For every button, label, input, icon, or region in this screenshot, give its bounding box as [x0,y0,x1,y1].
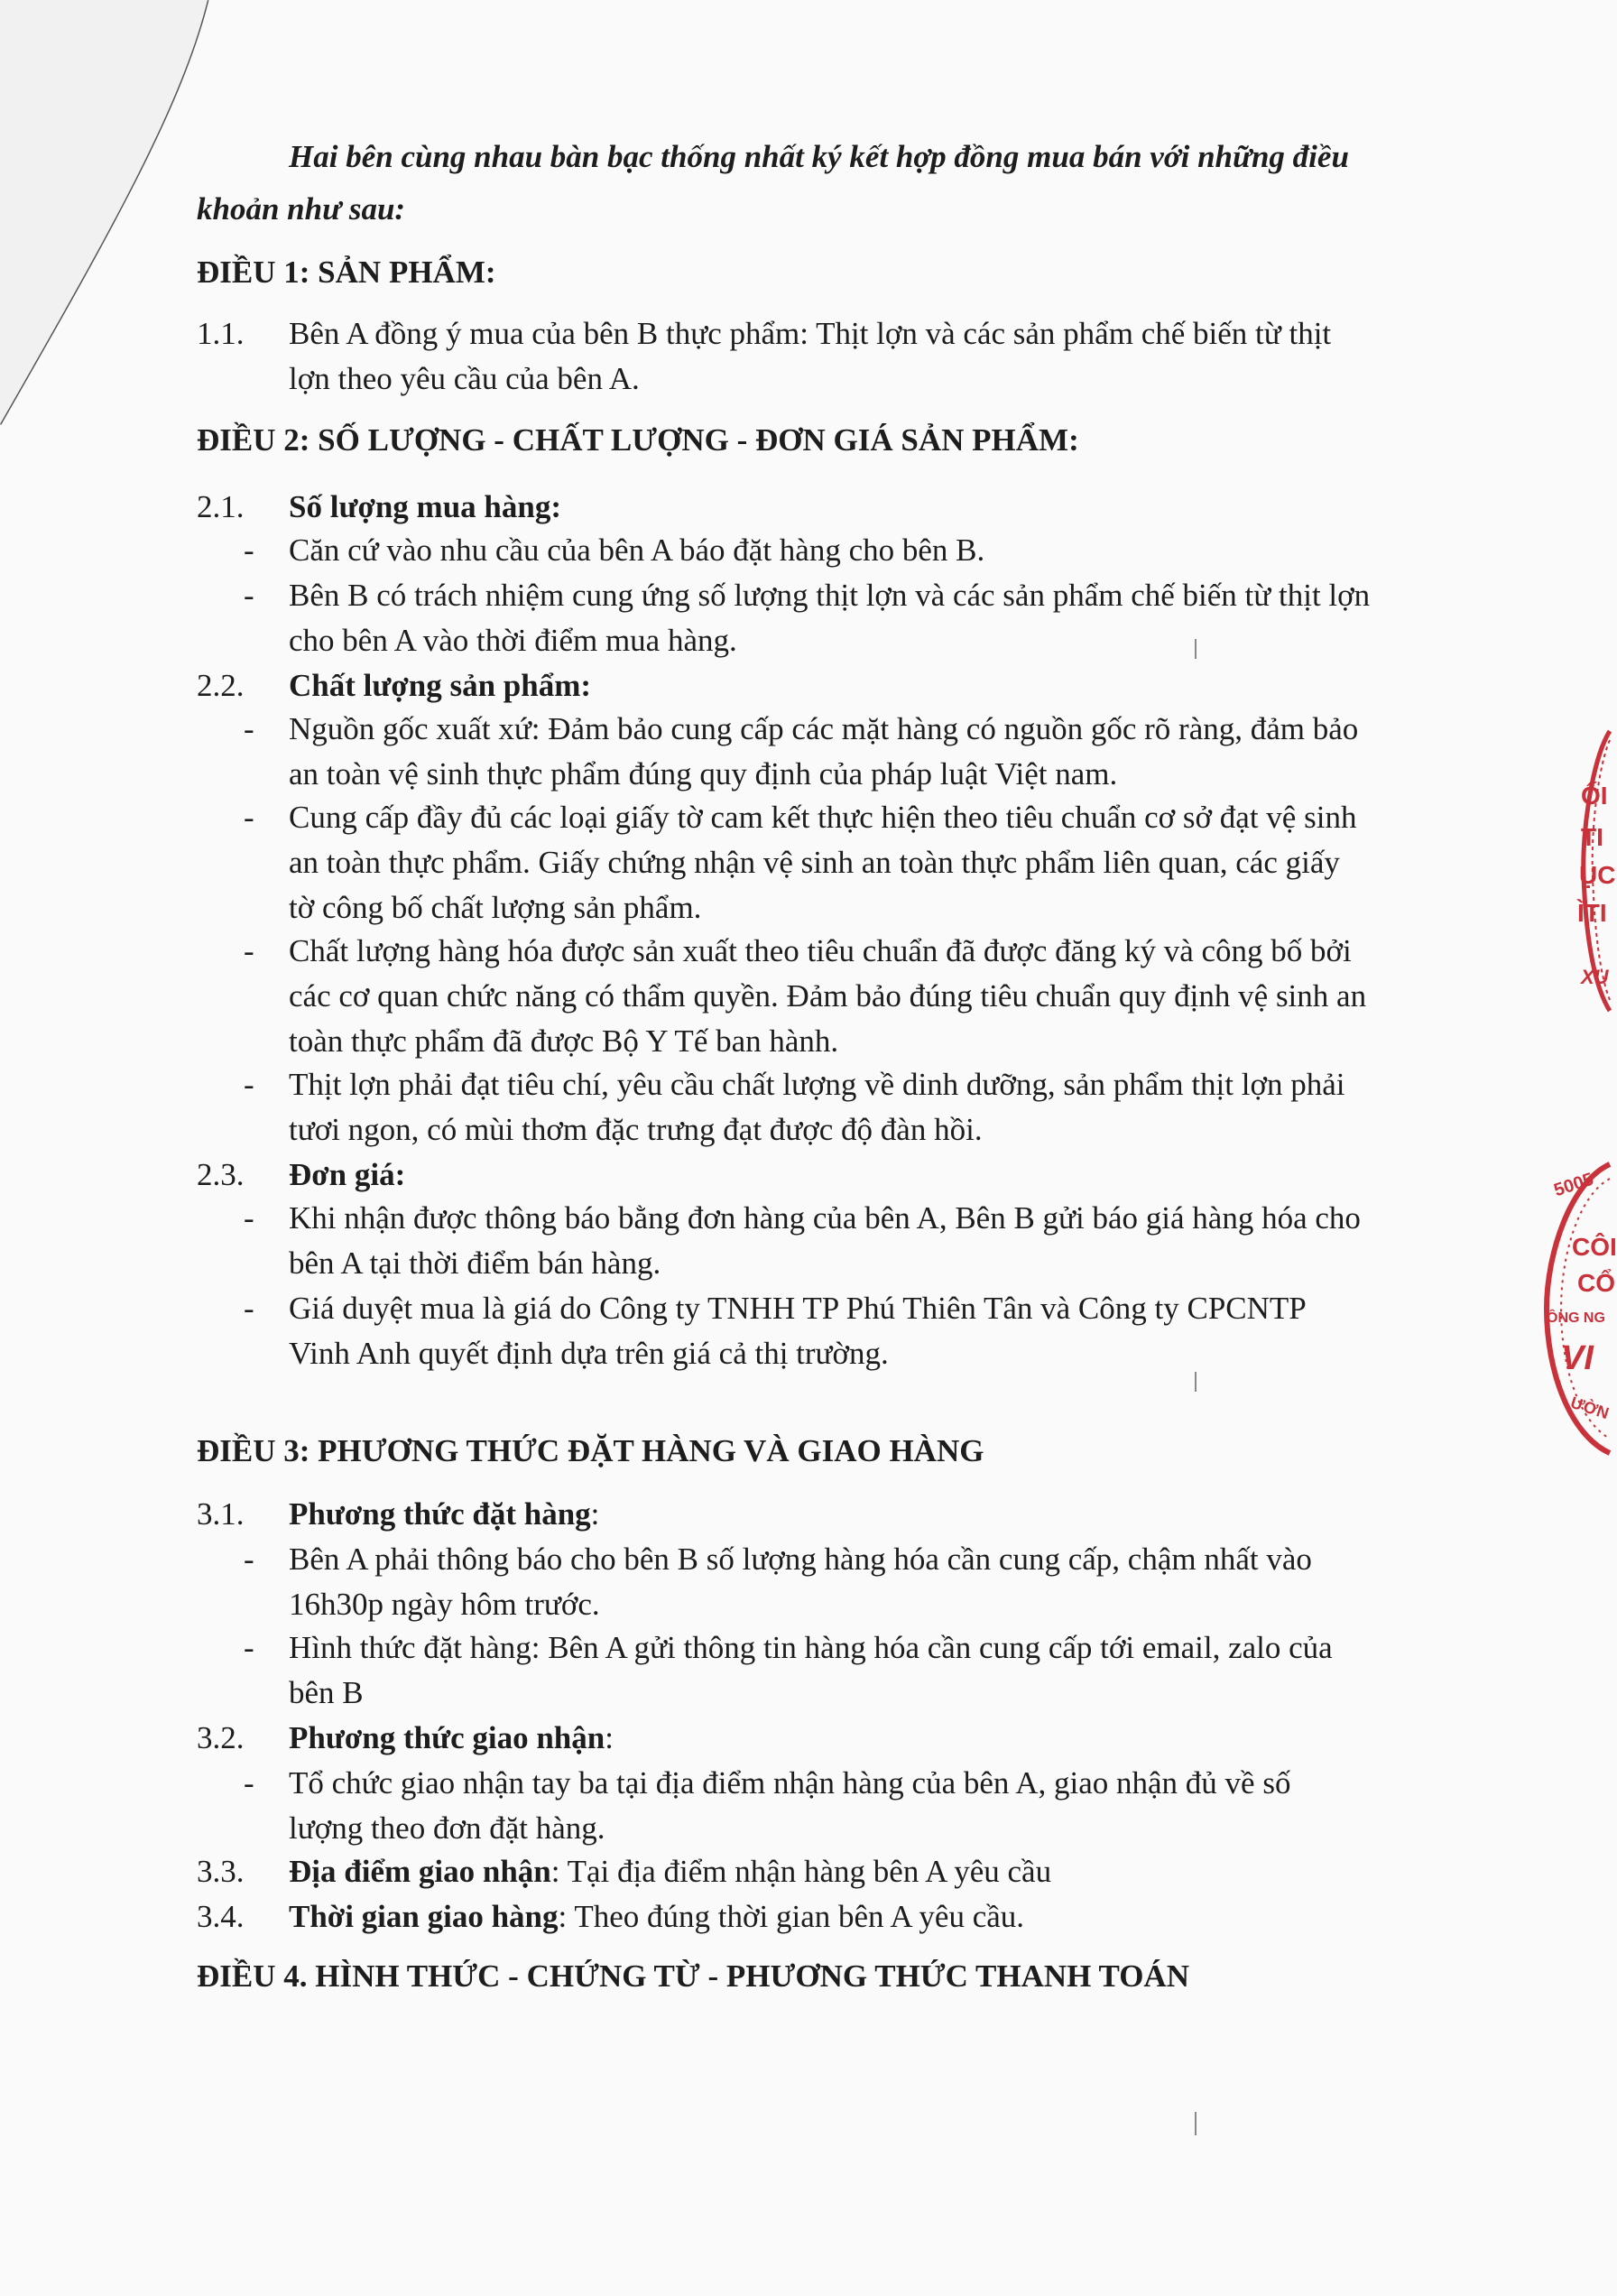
seal-lower-text-6: ƯỜN [1568,1393,1612,1423]
clause-3-1-item-2-line-1: Hình thức đặt hàng: Bên A gửi thông tin hàng hóa cần cung cấp tới email, zalo của [289,1630,1333,1665]
clause-2-1-number: 2.1. [197,489,245,524]
bullet-dash: - [244,1630,254,1665]
clause-3-4-row [289,1897,1024,1937]
clause-2-3-item-1-line-2: bên A tại thời điểm bán hàng. [289,1245,661,1281]
bullet-dash: - [244,1291,254,1326]
bullet-dash: - [244,800,254,835]
clause-3-3-title: Địa điểm giao nhận [289,1854,551,1889]
clause-3-4-number: 3.4. [197,1899,245,1934]
intro-line-2: khoản như sau: [197,191,406,227]
clause-2-2-item-3-line-1: Chất lượng hàng hóa được sản xuất theo tiêu chuẩn đã được đăng ký và công bố bởi [289,933,1352,968]
clause-3-2-colon: : [605,1720,614,1755]
clause-2-1-item-2-line-1: Bên B có trách nhiệm cung ứng số lượng thịt lợn và các sản phẩm chế biến từ thịt lợn [289,578,1371,613]
clause-3-3-number: 3.3. [197,1854,245,1889]
clause-3-2-title: Phương thức giao nhận [289,1720,605,1755]
clause-2-2-item-3-line-2: các cơ quan chức năng có thẩm quyền. Đảm bảo đúng tiêu chuẩn quy định vệ sinh an [289,978,1367,1014]
seal-upper-text-1: ỐI [1581,782,1608,810]
clause-1-1-number: 1.1. [197,316,245,351]
clause-3-3-text: : Tại địa điểm nhận hàng bên A yêu cầu [550,1854,1052,1889]
clause-2-1-item-1: Căn cứ vào nhu cầu của bên A báo đặt hàng cho bên B. [289,532,985,568]
clause-2-3-title: Đơn giá: [289,1157,406,1192]
article-3-heading: ĐIỀU 3: PHƯƠNG THỨC ĐẶT HÀNG VÀ GIAO HÀNG [197,1433,984,1468]
bullet-dash: - [244,933,254,968]
bullet-dash: - [244,532,254,568]
bullet-dash: - [244,1541,254,1577]
bullet-dash: - [244,1765,254,1801]
scan-mark [1195,639,1197,659]
seal-upper-text-3: ỤC [1579,861,1616,889]
clause-3-1-item-2-line-2: bên B [289,1675,364,1710]
seal-upper-text-2: TI [1581,823,1603,851]
clause-3-4-title: Thời gian giao hàng [289,1899,559,1934]
bullet-dash: - [244,711,254,746]
clause-2-3-item-2-line-2: Vinh Anh quyết định dựa trên giá cả thị trường. [289,1336,889,1371]
clause-2-2-item-1-line-2: an toàn vệ sinh thực phẩm đúng quy định của pháp luật Việt nam. [289,756,1118,792]
bullet-dash: - [244,578,254,613]
seal-lower-text-3: CỔ [1577,1269,1615,1297]
bullet-dash: - [244,1200,254,1236]
seal-lower-text-1: 5005 [1551,1169,1596,1201]
clause-2-3-item-2-line-1: Giá duyệt mua là giá do Công ty TNHH TP Phú Thiên Tân và Công ty CPCNTP [289,1291,1307,1326]
clause-2-2-item-3-line-3: toàn thực phẩm đã được Bộ Y Tế ban hành. [289,1023,839,1059]
clause-2-2-number: 2.2. [197,668,245,703]
clause-3-1-colon: : [590,1496,600,1532]
clause-2-2-item-4-line-2: tươi ngon, có mùi thơm đặc trưng đạt được độ đàn hồi. [289,1112,983,1147]
clause-3-2-title-row [289,1718,614,1758]
clause-3-1-title: Phương thức đặt hàng [289,1496,591,1532]
seal-lower-text-4: ÔNG NG [1547,1310,1605,1326]
clause-3-2-item-1-line-1: Tổ chức giao nhận tay ba tại địa điểm nhận hàng của bên A, giao nhận đủ về số [289,1765,1291,1801]
seal-lower-text-2: CÔI [1572,1233,1617,1261]
clause-2-2-item-1-line-1: Nguồn gốc xuất xứ: Đảm bảo cung cấp các mặt hàng có nguồn gốc rõ ràng, đảm bảo [289,711,1359,746]
clause-1-1-line-1: Bên A đồng ý mua của bên B thực phẩm: Thịt lợn và các sản phẩm chế biến từ thịt [289,316,1332,351]
article-4-heading: ĐIỀU 4. HÌNH THỨC - CHỨNG TỪ - PHƯƠNG THỨC THANH TOÁN [197,1958,1189,1994]
clause-3-3-row [289,1852,1051,1892]
scan-mark [1195,1372,1197,1392]
clause-2-2-item-4-line-1: Thịt lợn phải đạt tiêu chí, yêu cầu chất lượng về dinh dưỡng, sản phẩm thịt lợn phải [289,1067,1345,1102]
clause-3-1-item-1-line-1: Bên A phải thông báo cho bên B số lượng hàng hóa cần cung cấp, chậm nhất vào [289,1541,1312,1577]
clause-2-3-number: 2.3. [197,1157,245,1192]
clause-2-1-title: Số lượng mua hàng: [289,489,561,524]
seal-lower-text-5: VI [1561,1339,1594,1377]
article-2-heading: ĐIỀU 2: SỐ LƯỢNG - CHẤT LƯỢNG - ĐƠN GIÁ SẢN PHẨM: [197,422,1079,458]
article-1-heading: ĐIỀU 1: SẢN PHẨM: [197,255,496,290]
intro-line-1: Hai bên cùng nhau bàn bạc thống nhất ký kết hợp đồng mua bán với những điều [289,139,1349,174]
clause-3-1-title-row [289,1495,599,1534]
clause-2-3-item-1-line-1: Khi nhận được thông báo bằng đơn hàng của bên A, Bên B gửi báo giá hàng hóa cho [289,1200,1361,1236]
clause-2-2-item-2-line-3: tờ công bố chất lượng sản phẩm. [289,890,702,925]
clause-1-1-line-2: lợn theo yêu cầu của bên A. [289,361,640,396]
clause-2-2-item-2-line-1: Cung cấp đầy đủ các loại giấy tờ cam kết thực hiện theo tiêu chuẩn cơ sở đạt vệ sinh [289,800,1357,835]
clause-3-2-item-1-line-2: lượng theo đơn đặt hàng. [289,1810,605,1846]
clause-2-2-item-2-line-2: an toàn thực phẩm. Giấy chứng nhận vệ sinh an toàn thực phẩm liên quan, các giấy [289,845,1340,880]
clause-2-2-title: Chất lượng sản phẩm: [289,668,592,703]
clause-3-2-number: 3.2. [197,1720,245,1755]
scan-mark [1195,2112,1197,2135]
clause-3-4-text: : Theo đúng thời gian bên A yêu cầu. [558,1899,1025,1934]
bullet-dash: - [244,1067,254,1102]
seal-upper-text-5: XU [1581,966,1609,988]
clause-2-1-item-2-line-2: cho bên A vào thời điểm mua hàng. [289,623,737,658]
clause-3-1-item-1-line-2: 16h30p ngày hôm trước. [289,1587,600,1622]
clause-3-1-number: 3.1. [197,1496,245,1532]
seal-upper-text-4: ÌTI [1577,899,1607,927]
